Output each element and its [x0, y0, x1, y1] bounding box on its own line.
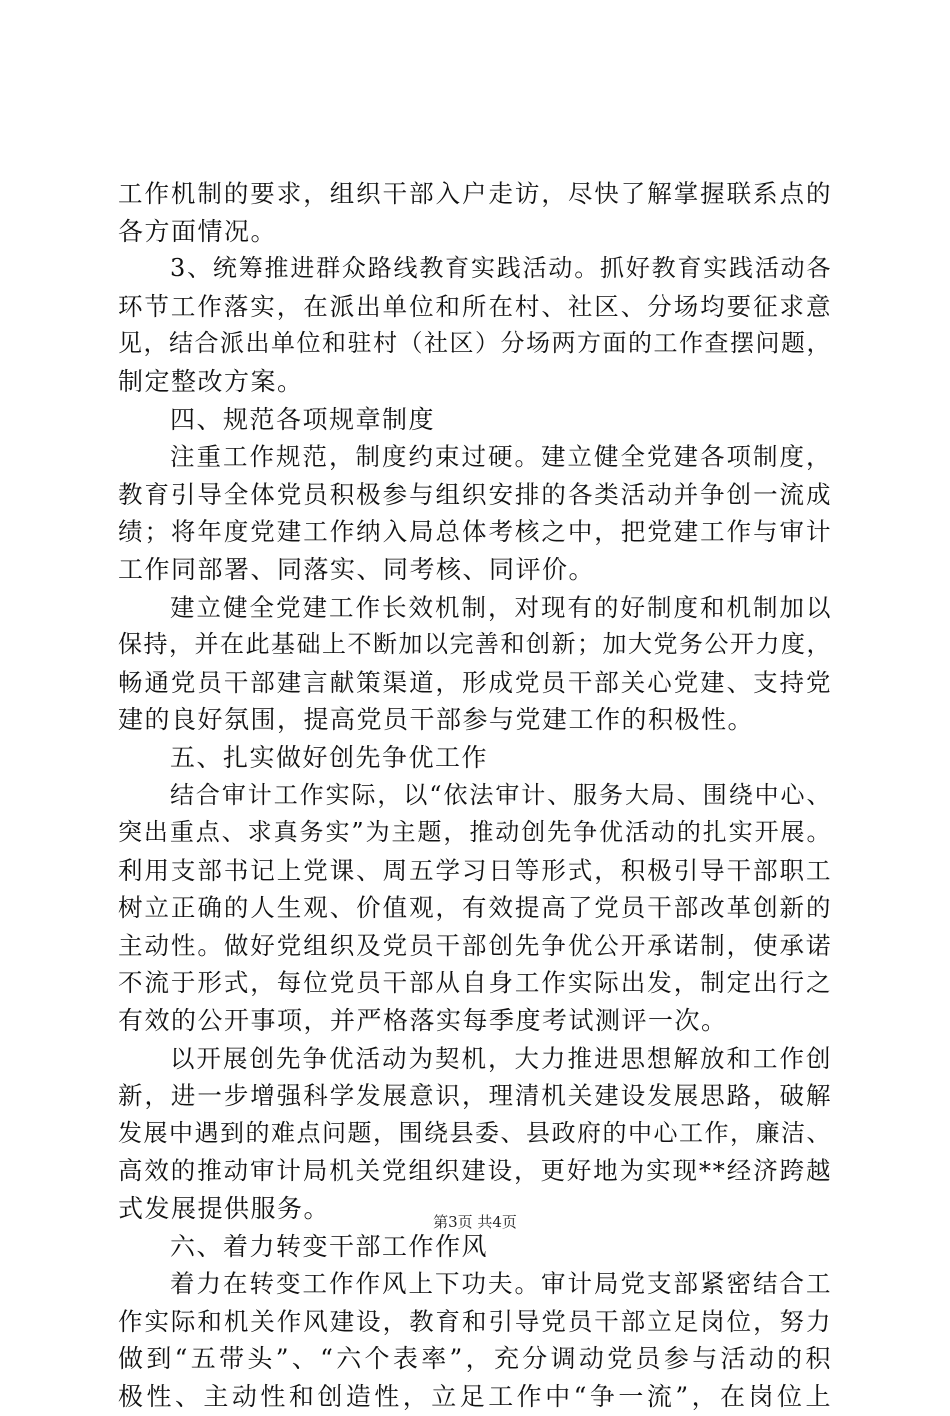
text-line: 有效的公开事项，并严格落实每季度考试测评一次。: [118, 1006, 728, 1036]
text-line: 新，进一步增强科学发展意识，理清机关建设发展思路，破解: [118, 1081, 832, 1111]
text-line: 发展中遇到的难点问题，围绕县委、县政府的中心工作，廉洁、: [118, 1118, 832, 1147]
text-line: 突出重点、求真务实”为主题，推动创先争优活动的扎实开展。: [118, 818, 832, 847]
text-line: 着力在转变工作作风上下功夫。审计局党支部紧密结合工: [170, 1269, 832, 1299]
text-line: 建的良好氛围，提高党员干部参与党建工作的积极性。: [118, 705, 755, 735]
text-line: 做到“五带头”、“六个表率”，充分调动党员参与活动的积: [118, 1344, 832, 1374]
text-line: 环节工作落实，在派出单位和所在村、社区、分场均要征求意: [118, 291, 832, 321]
text-line: 结合审计工作实际，以“依法审计、服务大局、围绕中心、: [170, 780, 832, 809]
text-line: 高效的推动审计局机关党组织建设，更好地为实现**经济跨越: [118, 1156, 832, 1186]
text-line: 利用支部书记上党课、周五学习日等形式，积极引导干部职工: [118, 855, 832, 885]
text-line: 工作机制的要求，组织干部入户走访，尽快了解掌握联系点的: [118, 179, 832, 208]
text-line: 见，结合派出单位和驻村（社区）分场两方面的工作查摆问题，: [118, 329, 832, 358]
text-line: 主动性。做好党组织及党员干部创先争优公开承诺制，使承诺: [118, 930, 832, 960]
text-line: 建立健全党建工作长效机制，对现有的好制度和机制加以: [170, 592, 832, 622]
text-line: 工作同部署、同落实、同考核、同评价。: [118, 554, 596, 584]
text-line: 各方面情况。: [118, 216, 278, 246]
text-line: 以开展创先争优活动为契机，大力推进思想解放和工作创: [170, 1043, 832, 1073]
text-line: 制定整改方案。: [118, 366, 304, 396]
text-line: 绩；将年度党建工作纳入局总体考核之中，把党建工作与审计: [118, 517, 832, 547]
page-number-label: 第3页 共4页: [433, 1213, 517, 1231]
text-line: 式发展提供服务。: [118, 1194, 331, 1224]
text-line: 注重工作规范，制度约束过硬。建立健全党建各项制度，: [170, 442, 832, 472]
text-line: 五、扎实做好创先争优工作: [170, 742, 489, 772]
text-line: 树立正确的人生观、价值观，有效提高了党员干部改革创新的: [118, 893, 832, 923]
text-line: 四、规范各项规章制度: [170, 404, 436, 434]
text-line: 保持，并在此基础上不断加以完善和创新；加大党务公开力度，: [118, 630, 832, 659]
text-line: 六、着力转变干部工作作风: [170, 1231, 489, 1261]
text-line: 畅通党员干部建言献策渠道，形成党员干部关心党建、支持党: [118, 667, 832, 697]
text-line: 不流于形式，每位党员干部从自身工作实际出发，制定出行之: [118, 968, 832, 998]
text-line: 极性、主动性和创造性，立足工作中“争一流”，在岗位上: [118, 1382, 832, 1411]
page-footer: [0, 1212, 950, 1232]
text-line: 教育引导全体党员积极参与组织安排的各类活动并争创一流成: [118, 479, 832, 509]
text-line: 3、统筹推进群众路线教育实践活动。抓好教育实践活动各: [170, 254, 832, 283]
text-line: 作实际和机关作风建设，教育和引导党员干部立足岗位，努力: [118, 1306, 832, 1336]
